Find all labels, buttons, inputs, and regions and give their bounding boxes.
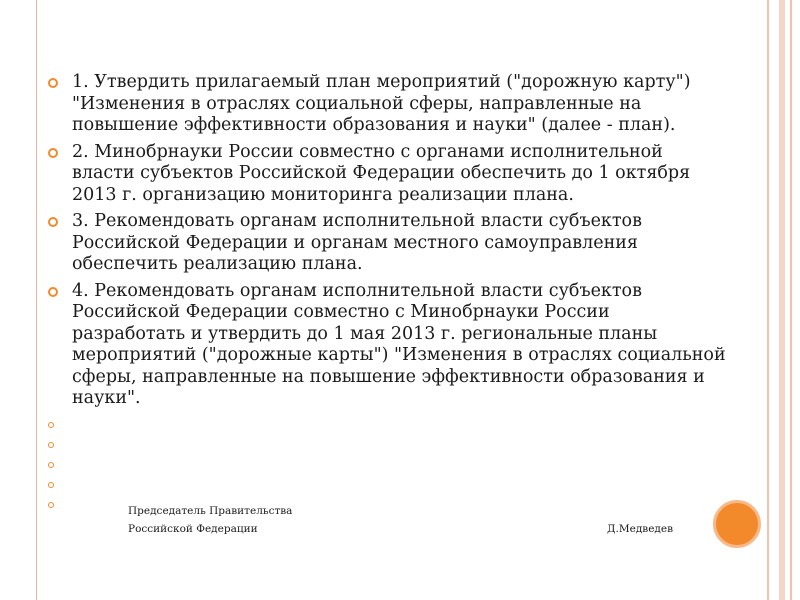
empty-list-item [48,415,728,435]
list-item-text: 3. Рекомендовать органам исполнительной власти субъектов Российской Федерации и органам местного самоуправления обеспечить реализацию плана. [72,211,642,274]
bullet-icon [48,78,58,88]
bullet-icon [48,287,58,297]
slide-body [48,72,728,515]
list-item-text: 2. Минобрнауки России совместно с органами исполнительной власти субъектов Российской Федерации обеспечить до 1 октября 2013 г. организацию мониторинга реализации плана. [72,141,691,205]
right-border-line-outer [790,0,792,600]
list-item-text: 1. Утвердить прилагаемый план мероприятий ("дорожную карту") "Изменения в отраслях социальной сферы, направленные на повышение эффективности образования и науки" (далее - план). [72,72,691,135]
bullet-icon [48,482,54,488]
bullet-icon [48,422,54,428]
right-border-band [779,0,785,600]
empty-list-item [48,475,728,495]
list-item-text: 4. Рекомендовать органам исполнительной власти субъектов Российской Федерации совместно с Минобрнауки России разработать и утвердить до 1 мая 2013 г. региональные планы мероприятий ("дорожные карты") "Изменения в отраслях социальной сферы, направленные на повышение эффективности образования и науки". [72,280,726,408]
right-border-line [767,0,769,600]
bullet-icon [48,148,58,158]
left-border-line [36,0,37,600]
empty-list-item [48,435,728,455]
list-item [48,142,728,207]
signature-title: Председатель Правительства [128,505,293,517]
list-item [48,72,728,137]
decorative-circle [713,500,761,548]
signature-name: Д.Медведев [607,523,674,535]
bullet-icon [48,502,54,508]
list-item [48,281,728,410]
bullet-icon [48,442,54,448]
signature-org: Российской Федерации [128,523,258,535]
empty-list-item [48,455,728,475]
bullet-icon [48,217,58,227]
bullet-icon [48,462,54,468]
list-item [48,211,728,276]
